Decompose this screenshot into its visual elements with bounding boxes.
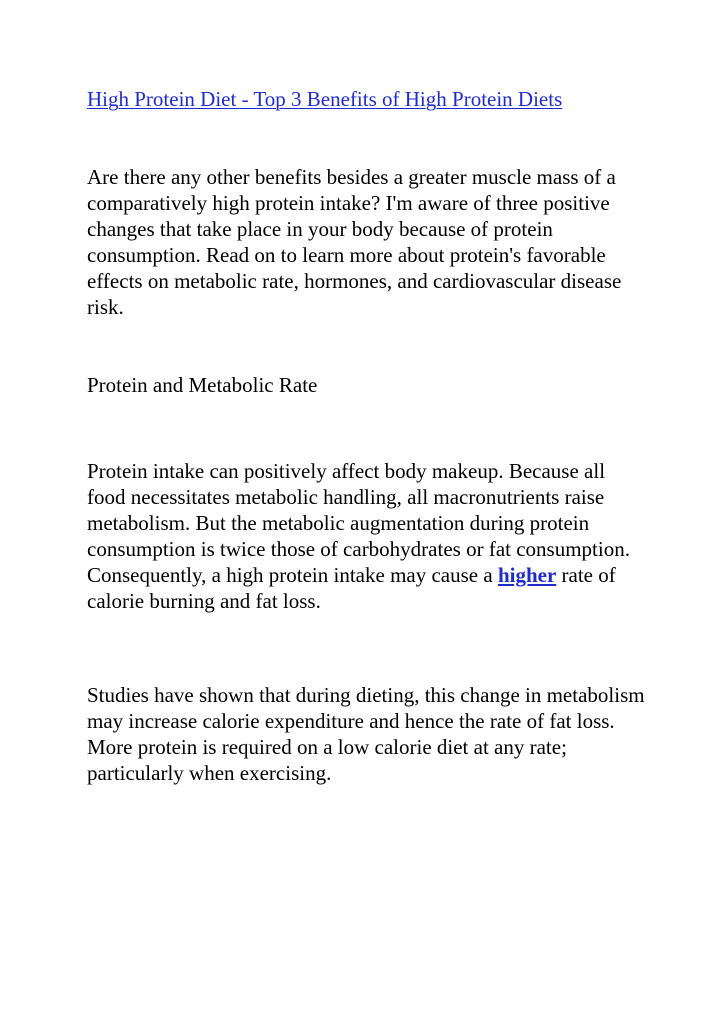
article-title-link[interactable]: High Protein Diet - Top 3 Benefits of High Protein Diets <box>87 87 563 111</box>
higher-keyword-link[interactable]: higher <box>497 563 557 587</box>
dieting-paragraph: Studies have shown that during dieting, this change in metabolism may increase calorie expenditure and hence the rate of fat loss. More protein is required on a low calorie diet at any rate; particularly when exercising. <box>87 683 645 785</box>
section-heading: Protein and Metabolic Rate <box>87 373 318 397</box>
metabolic-paragraph <box>87 458 647 614</box>
metabolic-paragraph-text-start: Protein intake can positively affect body makeup. Because all food necessitates metabolic handling, all macronutrients raise metabolism. But the metabolic augmentation during protein consumption is twice those of carbohydrates or fat consumption. Consequently, a high protein intake may cause a <box>87 459 630 587</box>
intro-paragraph: Are there any other benefits besides a greater muscle mass of a comparatively high protein intake? I'm aware of three positive changes that take place in your body because of protein consumption. Read on to learn more about protein's favorable effects on metabolic rate, hormones, and cardiovascular disease risk. <box>87 165 622 319</box>
document-page <box>87 86 647 786</box>
metabolic-paragraph-text-end: rate of calorie burning and fat loss. <box>87 563 616 613</box>
